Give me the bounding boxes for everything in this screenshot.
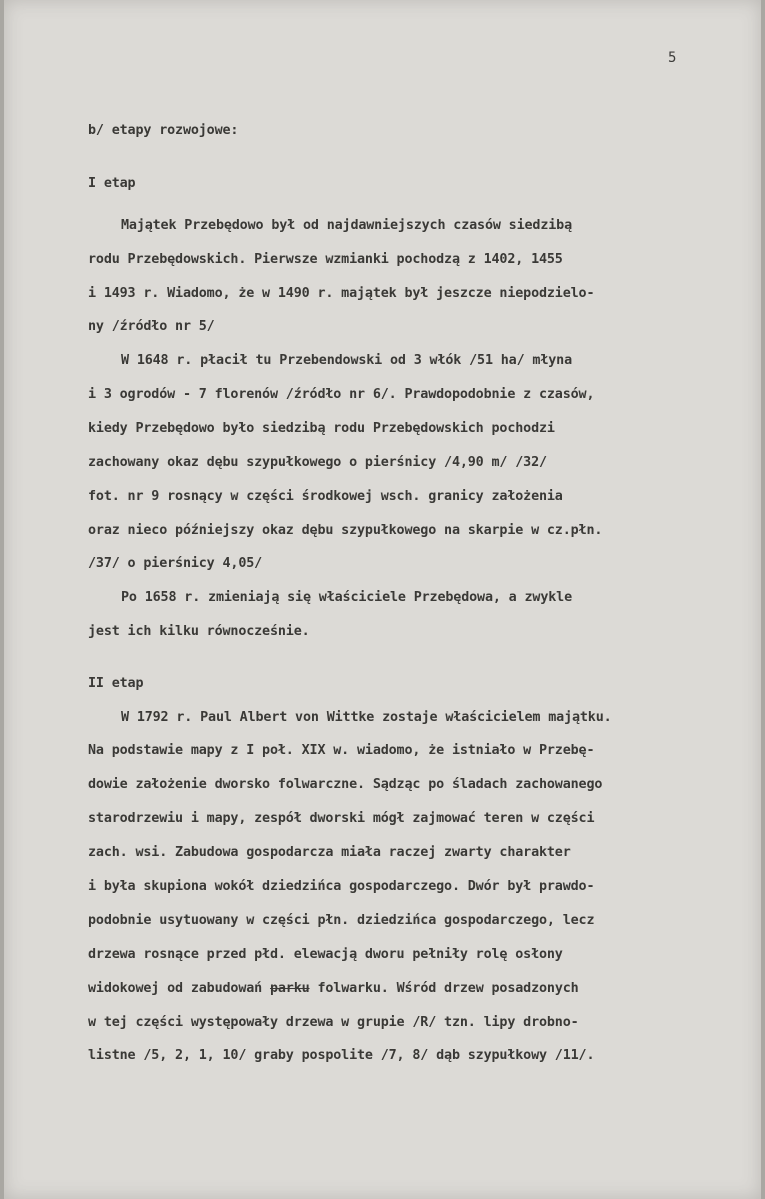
text-line: Majątek Przebędowo był od najdawniejszych czasów siedzibą <box>121 218 572 233</box>
typewritten-page <box>4 0 761 1199</box>
text-fragment: widokowej od zabudowań <box>88 981 270 996</box>
text-line: rodu Przebędowskich. Pierwsze wzmianki pochodzą z 1402, 1455 <box>88 252 563 267</box>
text-line: Po 1658 r. zmieniają się właściciele Przebędowa, a zwykle <box>121 590 572 605</box>
page-number: 5 <box>668 50 677 66</box>
stage-1-heading: I etap <box>88 176 136 191</box>
text-line: ny /źródło nr 5/ <box>88 319 215 334</box>
text-line: W 1792 r. Paul Albert von Wittke zostaje właścicielem majątku. <box>121 710 612 725</box>
text-line: listne /5, 2, 1, 10/ graby pospolite /7, 8/ dąb szypułkowy /11/. <box>88 1048 595 1063</box>
text-line: drzewa rosnące przed płd. elewacją dworu pełniły rolę osłony <box>88 947 563 962</box>
struck-word: parku <box>269 981 310 996</box>
stage-2-heading: II etap <box>88 676 144 691</box>
text-line: W 1648 r. płacił tu Przebendowski od 3 włók /51 ha/ młyna <box>121 353 572 368</box>
text-line: fot. nr 9 rosnący w części środkowej wsch. granicy założenia <box>88 489 563 504</box>
text-line: i 1493 r. Wiadomo, że w 1490 r. majątek był jeszcze niepodzielo- <box>88 286 595 301</box>
text-line: zachowany okaz dębu szypułkowego o pierśnicy /4,90 m/ /32/ <box>88 455 547 470</box>
text-line: starodrzewiu i mapy, zespół dworski mógł zajmować teren w części <box>88 811 595 826</box>
text-fragment: folwarku. Wśród drzew posadzonych <box>309 981 579 996</box>
text-line: i była skupiona wokół dziedzińca gospodarczego. Dwór był prawdo- <box>88 879 595 894</box>
text-line: podobnie usytuowany w części płn. dziedzińca gospodarczego, lecz <box>88 913 595 928</box>
text-line: dowie założenie dworsko folwarczne. Sądząc po śladach zachowanego <box>88 777 603 792</box>
text-line: w tej części występowały drzewa w grupie /R/ tzn. lipy drobno- <box>88 1015 579 1030</box>
text-line: kiedy Przebędowo było siedzibą rodu Przebędowskich pochodzi <box>88 421 555 436</box>
section-heading: b/ etapy rozwojowe: <box>88 123 239 138</box>
text-line: zach. wsi. Zabudowa gospodarcza miała raczej zwarty charakter <box>88 845 571 860</box>
text-line: i 3 ogrodów - 7 florenów /źródło nr 6/. Prawdopodobnie z czasów, <box>88 387 595 402</box>
text-line: jest ich kilku równocześnie. <box>88 624 310 639</box>
text-line: Na podstawie mapy z I poł. XIX w. wiadomo, że istniało w Przebę- <box>88 743 595 758</box>
text-line-with-strikethrough <box>88 980 579 998</box>
text-line: oraz nieco późniejszy okaz dębu szypułkowego na skarpie w cz.płn. <box>88 523 603 538</box>
text-line: /37/ o pierśnicy 4,05/ <box>88 556 263 571</box>
